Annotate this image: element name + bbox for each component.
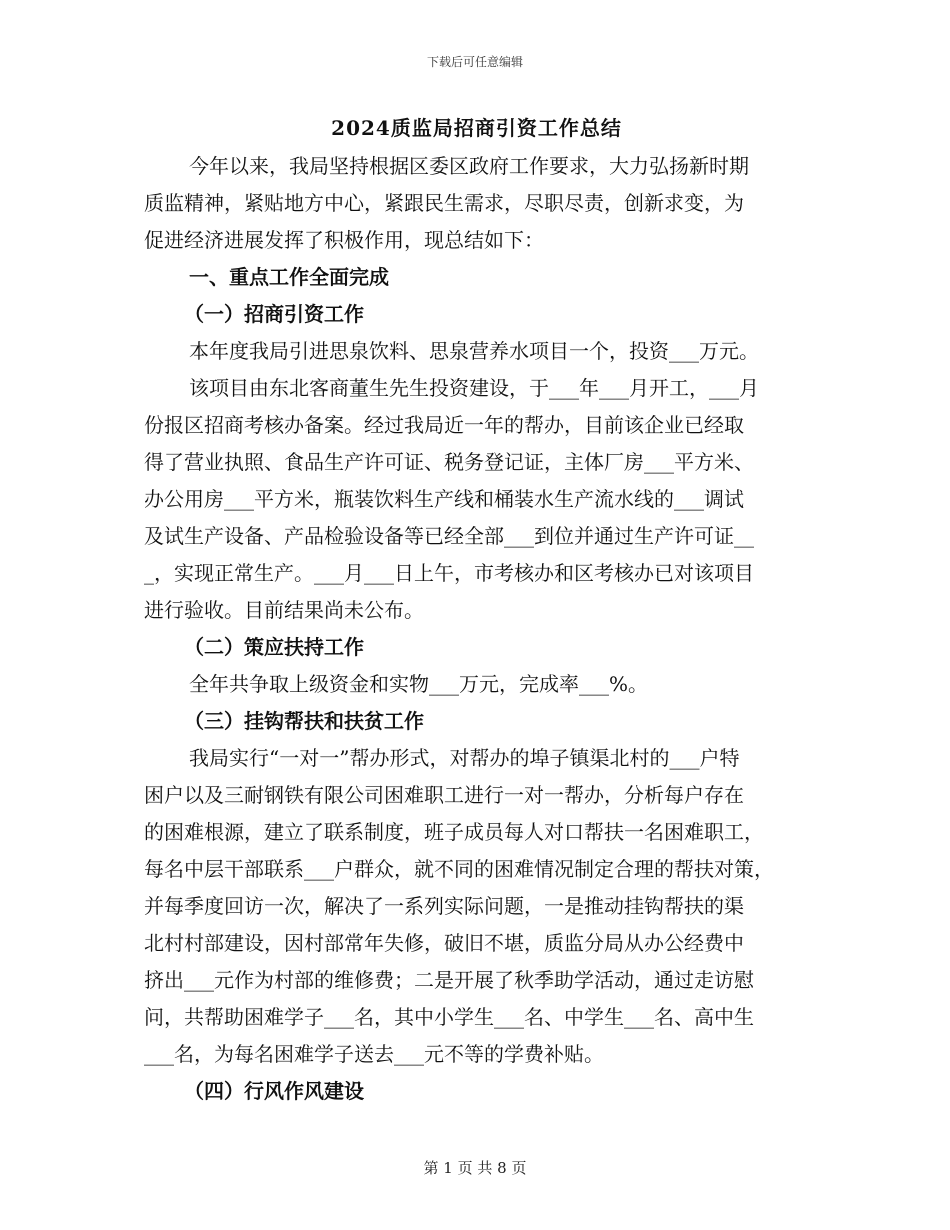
paragraph-line: ___名，为每名困难学子送去___元不等的学费补贴。 [144, 1042, 604, 1066]
paragraph-line: 进行验收。目前结果尚未公布。 [144, 598, 424, 622]
paragraph-line: 问，共帮助困难学子___名，其中小学生___名、中学生___名、高中生 [144, 1005, 754, 1029]
paragraph-line: 及试生产设备、产品检验设备等已经全部___到位并通过生产许可证__ [144, 524, 754, 548]
paragraph-line: 今年以来，我局坚持根据区委区政府工作要求，大力弘扬新时期 [189, 154, 749, 178]
paragraph-line: 该项目由东北客商董生先生投资建设，于___年___月开工，___月 [189, 376, 759, 400]
paragraph-line: 我局实行“一对一”帮办形式，对帮办的埠子镇渠北村的___户特 [189, 746, 740, 770]
paragraph-line: 得了营业执照、食品生产许可证、税务登记证，主体厂房___平方米、 [144, 450, 754, 474]
paragraph-line: 办公用房___平方米，瓶装饮料生产线和桶装水生产流水线的___调试 [144, 487, 744, 511]
paragraph-line: 促进经济进展发挥了积极作用，现总结如下： [144, 228, 544, 252]
paragraph-line: 挤出___元作为村部的维修费；二是开展了秋季助学活动，通过走访慰 [144, 968, 754, 992]
section-heading: 一、重点工作全面完成 [189, 265, 389, 289]
document-title: 2024质监局招商引资工作总结 [331, 116, 622, 140]
paragraph-line: 全年共争取上级资金和实物___万元，完成率___%。 [189, 672, 649, 696]
paragraph-line: 北村村部建设，因村部常年失修，破旧不堪，质监分局从办公经费中 [144, 931, 744, 955]
subsection-heading: （一）招商引资工作 [184, 302, 364, 326]
subsection-heading: （四）行风作风建设 [184, 1079, 364, 1103]
paragraph-line: 困户以及三耐钢铁有限公司困难职工进行一对一帮办，分析每户存在 [144, 783, 744, 807]
paragraph-line: _，实现正常生产。___月___日上午，市考核办和区考核办已对该项目 [144, 561, 754, 585]
document-lines [144, 148, 809, 1110]
subsection-heading: （三）挂钩帮扶和扶贫工作 [184, 709, 424, 733]
page-header-note: 下载后可任意编辑 [426, 55, 523, 69]
document-body [144, 108, 809, 1110]
paragraph-line: 本年度我局引进思泉饮料、思泉营养水项目一个，投资___万元。 [189, 339, 759, 363]
paragraph-line: 质监精神，紧贴地方中心，紧跟民生需求，尽职尽责，创新求变，为 [144, 191, 744, 215]
paragraph-line: 并每季度回访一次，解决了一系列实际问题，一是推动挂钩帮扶的渠 [144, 894, 744, 918]
paragraph-line: 份报区招商考核办备案。经过我局近一年的帮办，目前该企业已经取 [144, 413, 744, 437]
paragraph-line: 每名中层干部联系___户群众，就不同的困难情况制定合理的帮扶对策， [144, 857, 774, 881]
subsection-heading: （二）策应扶持工作 [184, 635, 364, 659]
paragraph-line: 的困难根源，建立了联系制度，班子成员每人对口帮扶一名困难职工， [144, 820, 764, 844]
page-number: 第 1 页 共 8 页 [423, 1159, 527, 1177]
